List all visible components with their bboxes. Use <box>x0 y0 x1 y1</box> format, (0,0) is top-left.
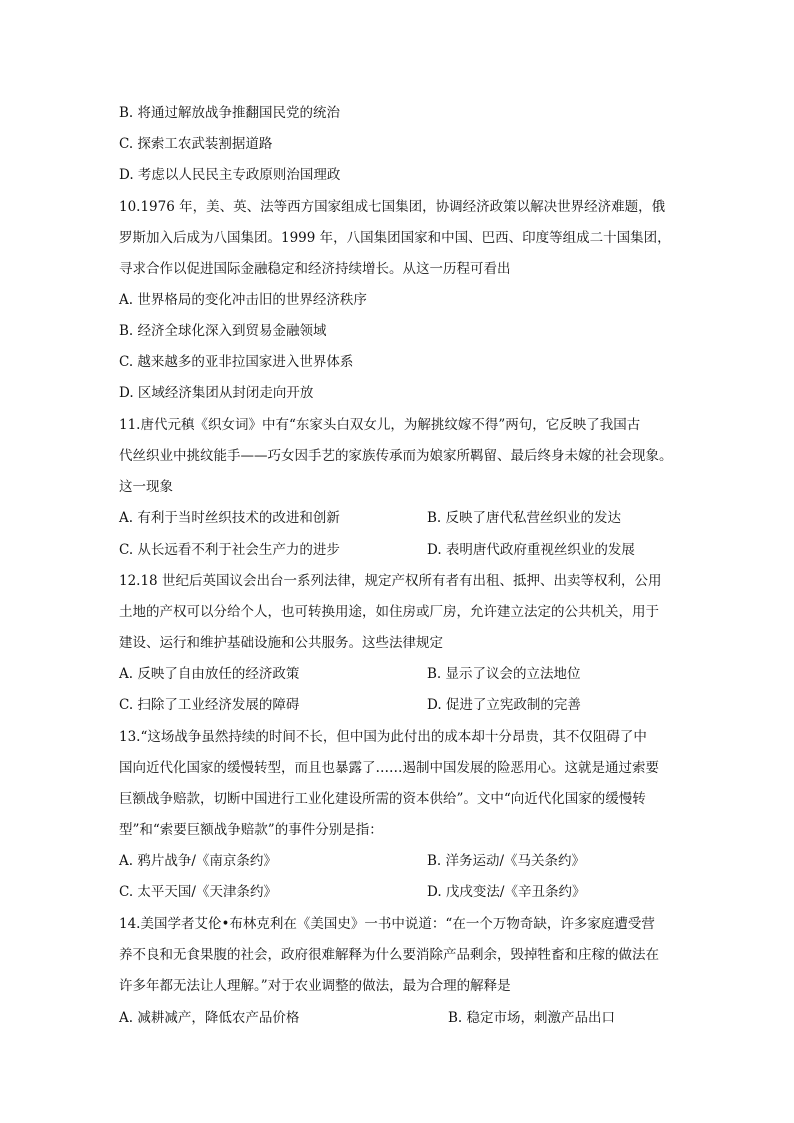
q9-option-c: C. 探索工农武装割据道路 <box>119 136 273 152</box>
q11-stem-line-1: 11.唐代元稹《织女词》中有“东家头白双女儿，为解挑纹嫁不得”两句，它反映了我国古 <box>119 417 641 433</box>
q13-stem-line-1: 13.“这场战争虽然持续的时间不长，但中国为此付出的成本却十分昂贵，其不仅阻碍了中 <box>119 729 647 745</box>
q12-stem-line-2: 土地的产权可以分给个人，也可转换用途，如住房或厂房，允许建立法定的公共机关，用于 <box>119 604 659 620</box>
q10-stem-line-1: 10.1976 年，美、英、法等西方国家组成七国集团，协调经济政策以解决世界经济难题，俄 <box>119 199 666 215</box>
q11-option-a: A. 有利于当时丝织技术的改进和创新 <box>119 510 340 526</box>
q10-option-a: A. 世界格局的变化冲击旧的世界经济秩序 <box>119 292 367 308</box>
q9-option-b: B. 将通过解放战争推翻国民党的统治 <box>119 105 341 121</box>
q10-option-b: B. 经济全球化深入到贸易金融领域 <box>119 323 327 339</box>
q13-option-c: C. 太平天国/《天津条约》 <box>119 884 277 900</box>
q14-option-b: B. 稳定市场，刺激产品出口 <box>448 1010 616 1026</box>
q13-stem-line-4: 型”和“索要巨额战争赔款”的事件分别是指： <box>119 822 383 838</box>
q13-option-a: A. 鸦片战争/《南京条约》 <box>119 853 277 869</box>
q9-option-d: D. 考虑以人民民主专政原则治国理政 <box>119 167 341 183</box>
q11-options-row-1 <box>119 508 340 528</box>
q10-stem-line-2: 罗斯加入后成为八国集团。1999 年，八国集团国家和中国、巴西、印度等组成二十国集团， <box>119 230 671 246</box>
q13-stem-line-3: 巨额战争赔款，切断中国进行工业化建设所需的资本供给”。文中“向近代化国家的缓慢转 <box>119 791 646 807</box>
q11-option-b: B. 反映了唐代私营丝织业的发达 <box>427 510 622 526</box>
q14-option-a: A. 减耕减产，降低农产品价格 <box>119 1010 300 1026</box>
q11-option-c: C. 从长远看不利于社会生产力的进步 <box>119 542 340 558</box>
q13-option-d: D. 戊戌变法/《辛丑条约》 <box>427 884 586 900</box>
q11-stem-line-2: 代丝织业中挑纹能手——巧女因手艺的家族传承而为娘家所羁留、最后终身未嫁的社会现象。 <box>119 448 673 464</box>
q12-stem-line-3: 建设、运行和维护基础设施和公共服务。这些法律规定 <box>119 635 443 651</box>
q10-stem-line-3: 寻求合作以促进国际金融稳定和经济持续增长。从这一历程可看出 <box>119 261 511 277</box>
q12-stem-line-1: 12.18 世纪后英国议会出台一系列法律，规定产权所有者有出租、抵押、出卖等权利，公用 <box>119 573 662 589</box>
q12-option-d: D. 促进了立宪政制的完善 <box>427 697 581 713</box>
q13-option-b: B. 洋务运动/《马关条约》 <box>427 853 586 869</box>
q12-option-a: A. 反映了自由放任的经济政策 <box>119 666 300 682</box>
q10-option-c: C. 越来越多的亚非拉国家进入世界体系 <box>119 354 354 370</box>
q10-option-d: D. 区域经济集团从封闭走向开放 <box>119 385 314 401</box>
q13-stem-line-2: 国向近代化国家的缓慢转型，而且也暴露了……遏制中国发展的险恶用心。这就是通过索要 <box>119 760 659 776</box>
q14-stem-line-2: 养不良和无食果腹的社会，政府很难解释为什么要消除产品剩余，毁掉牲畜和庄稼的做法在 <box>119 947 659 963</box>
q14-stem-line-1: 14.美国学者艾伦•布林克利在《美国史》一书中说道：“在一个万物奇缺，许多家庭遭受营 <box>119 916 655 932</box>
q11-options-row-2 <box>119 540 340 560</box>
q12-option-c: C. 扫除了工业经济发展的障碍 <box>119 697 300 713</box>
q12-option-b: B. 显示了议会的立法地位 <box>427 666 581 682</box>
q11-option-d: D. 表明唐代政府重视丝织业的发展 <box>427 542 635 558</box>
q11-stem-line-3: 这一现象 <box>119 479 173 495</box>
q14-stem-line-3: 许多年都无法让人理解。”对于农业调整的做法，最为合理的解释是 <box>119 978 511 994</box>
